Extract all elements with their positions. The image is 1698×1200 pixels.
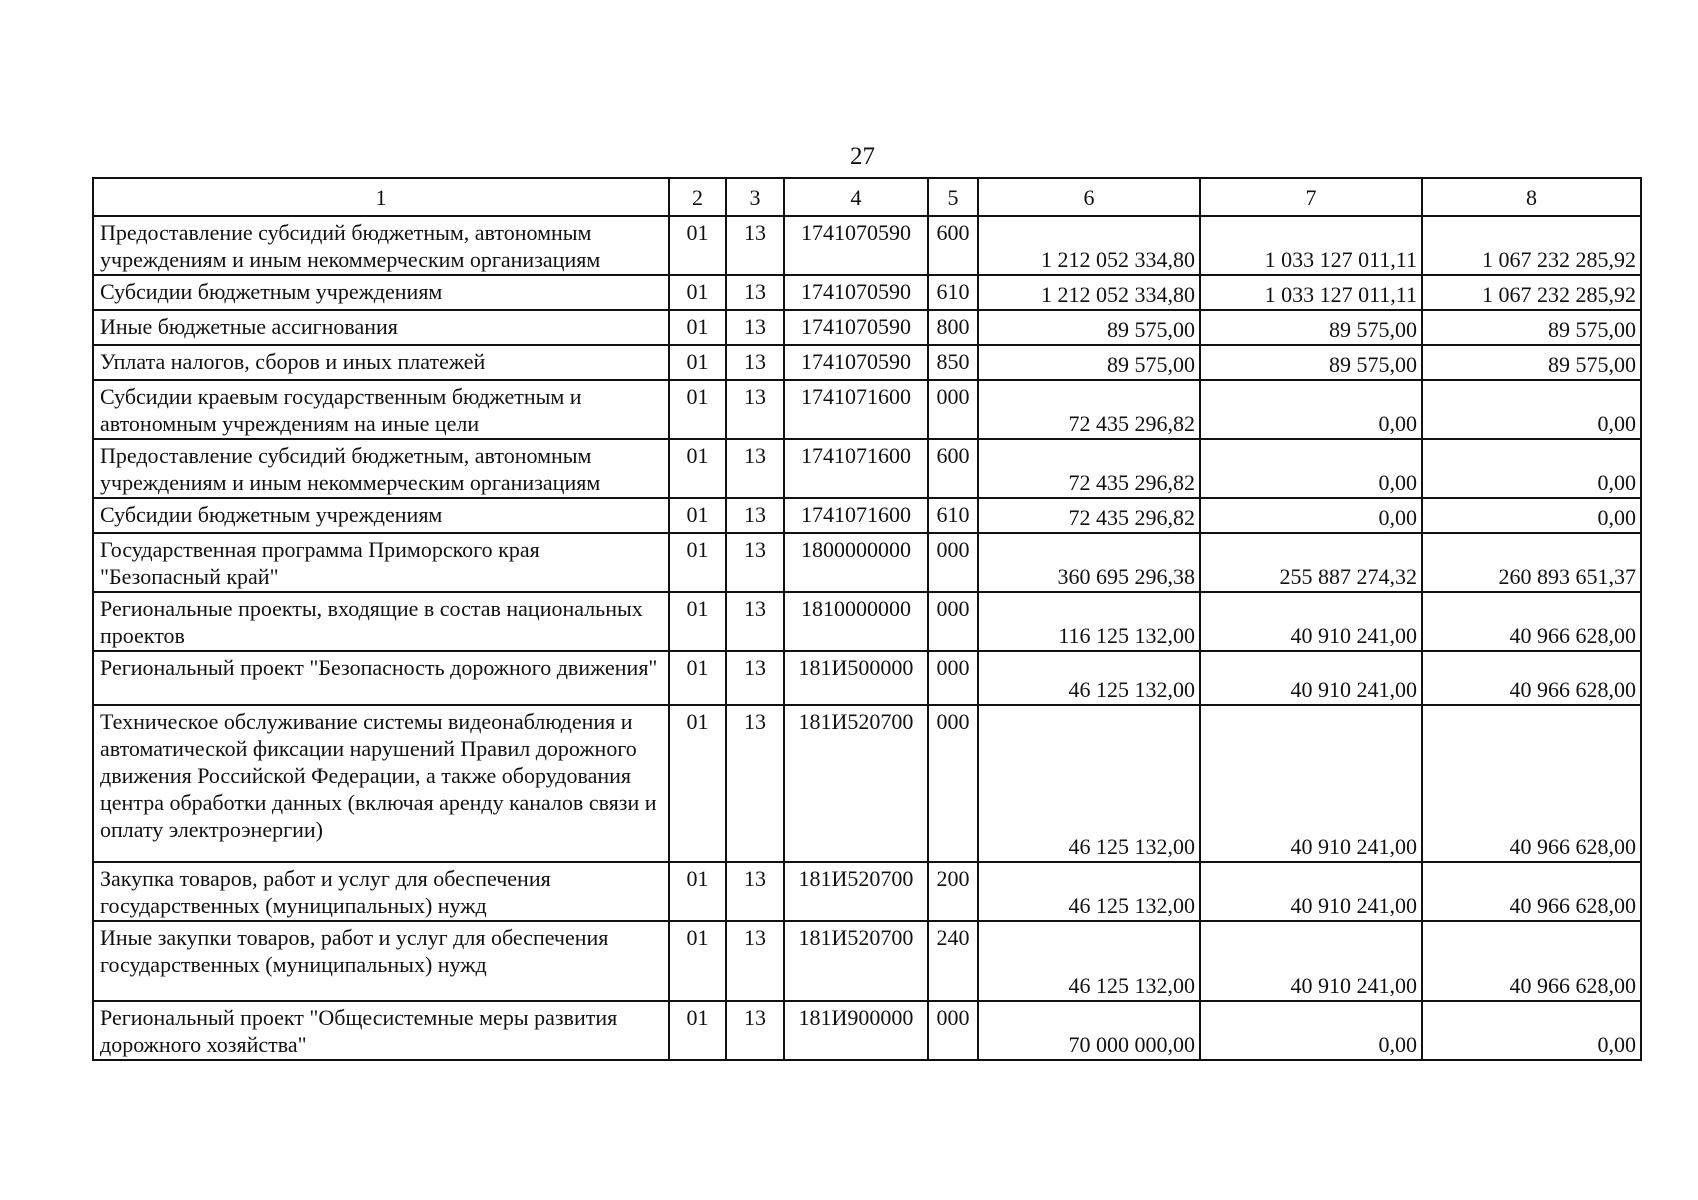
row-expense-type-code: 800: [928, 310, 978, 345]
row-expense-type-code: 600: [928, 216, 978, 275]
table-row: [93, 310, 1641, 345]
row-section-code: 01: [669, 498, 726, 533]
header-cell: 2: [669, 178, 726, 216]
row-amount-col6: 116 125 132,00: [978, 592, 1200, 651]
row-amount-col7: 0,00: [1200, 380, 1422, 439]
header-cell: 3: [726, 178, 784, 216]
row-subsection-code: 13: [726, 345, 784, 380]
row-amount-col8: 0,00: [1422, 498, 1641, 533]
row-amount-col6: 89 575,00: [978, 310, 1200, 345]
row-amount-col8: 0,00: [1422, 380, 1641, 439]
row-amount-col8: 40 966 628,00: [1422, 705, 1641, 862]
budget-table: [92, 177, 1642, 1061]
row-section-code: 01: [669, 439, 726, 498]
row-section-code: 01: [669, 380, 726, 439]
row-section-code: 01: [669, 345, 726, 380]
header-cell: 5: [928, 178, 978, 216]
row-name-cell: Иные закупки товаров, работ и услуг для обеспечения государственных (муниципальных) нужд: [93, 921, 669, 1001]
row-expense-type-code: 000: [928, 651, 978, 705]
row-amount-col6: 72 435 296,82: [978, 498, 1200, 533]
row-target-article-code: 1741070590: [784, 275, 928, 310]
row-subsection-code: 13: [726, 310, 784, 345]
row-amount-col7: 0,00: [1200, 498, 1422, 533]
row-amount-col6: 70 000 000,00: [978, 1001, 1200, 1060]
row-amount-col8: 40 966 628,00: [1422, 651, 1641, 705]
row-subsection-code: 13: [726, 275, 784, 310]
row-amount-col6: 46 125 132,00: [978, 862, 1200, 921]
header-cell: 4: [784, 178, 928, 216]
row-amount-col7: 89 575,00: [1200, 310, 1422, 345]
row-name-cell: Предоставление субсидий бюджетным, автономным учреждениям и иным некоммерческим организациям: [93, 439, 669, 498]
row-amount-col8: 1 067 232 285,92: [1422, 275, 1641, 310]
row-expense-type-code: 610: [928, 275, 978, 310]
table-row: [93, 380, 1641, 439]
row-amount-col7: 40 910 241,00: [1200, 705, 1422, 862]
row-amount-col6: 1 212 052 334,80: [978, 275, 1200, 310]
row-section-code: 01: [669, 651, 726, 705]
table-row: [93, 862, 1641, 921]
table-row: [93, 592, 1641, 651]
row-section-code: 01: [669, 533, 726, 592]
header-row: [93, 178, 1641, 216]
row-amount-col6: 46 125 132,00: [978, 705, 1200, 862]
row-section-code: 01: [669, 216, 726, 275]
row-amount-col7: 40 910 241,00: [1200, 592, 1422, 651]
row-amount-col7: 0,00: [1200, 439, 1422, 498]
row-amount-col7: 255 887 274,32: [1200, 533, 1422, 592]
row-amount-col7: 89 575,00: [1200, 345, 1422, 380]
row-name-cell: Субсидии бюджетным учреждениям: [93, 275, 669, 310]
row-section-code: 01: [669, 592, 726, 651]
table-row: [93, 705, 1641, 862]
row-amount-col6: 89 575,00: [978, 345, 1200, 380]
row-amount-col8: 89 575,00: [1422, 345, 1641, 380]
row-amount-col6: 1 212 052 334,80: [978, 216, 1200, 275]
row-target-article-code: 181И500000: [784, 651, 928, 705]
row-subsection-code: 13: [726, 498, 784, 533]
row-amount-col7: 40 910 241,00: [1200, 862, 1422, 921]
row-name-cell: Иные бюджетные ассигнования: [93, 310, 669, 345]
table-row: [93, 1001, 1641, 1060]
row-name-cell: Закупка товаров, работ и услуг для обеспечения государственных (муниципальных) нужд: [93, 862, 669, 921]
row-target-article-code: 1741070590: [784, 345, 928, 380]
row-subsection-code: 13: [726, 380, 784, 439]
row-amount-col6: 46 125 132,00: [978, 921, 1200, 1001]
row-amount-col8: 40 966 628,00: [1422, 592, 1641, 651]
row-expense-type-code: 850: [928, 345, 978, 380]
row-amount-col6: 72 435 296,82: [978, 439, 1200, 498]
row-expense-type-code: 000: [928, 533, 978, 592]
row-subsection-code: 13: [726, 1001, 784, 1060]
table-row: [93, 921, 1641, 1001]
row-amount-col8: 0,00: [1422, 1001, 1641, 1060]
row-subsection-code: 13: [726, 705, 784, 862]
row-expense-type-code: 000: [928, 592, 978, 651]
row-section-code: 01: [669, 921, 726, 1001]
row-amount-col8: 40 966 628,00: [1422, 862, 1641, 921]
row-target-article-code: 1800000000: [784, 533, 928, 592]
row-expense-type-code: 000: [928, 380, 978, 439]
row-section-code: 01: [669, 310, 726, 345]
row-expense-type-code: 600: [928, 439, 978, 498]
row-amount-col6: 360 695 296,38: [978, 533, 1200, 592]
row-amount-col7: 40 910 241,00: [1200, 921, 1422, 1001]
header-cell: 7: [1200, 178, 1422, 216]
row-amount-col6: 72 435 296,82: [978, 380, 1200, 439]
row-expense-type-code: 200: [928, 862, 978, 921]
row-subsection-code: 13: [726, 439, 784, 498]
row-target-article-code: 1741070590: [784, 310, 928, 345]
row-name-cell: Субсидии бюджетным учреждениям: [93, 498, 669, 533]
row-subsection-code: 13: [726, 862, 784, 921]
table-row: [93, 498, 1641, 533]
table-body: [93, 216, 1641, 1060]
table-row: [93, 651, 1641, 705]
row-amount-col7: 40 910 241,00: [1200, 651, 1422, 705]
row-expense-type-code: 000: [928, 705, 978, 862]
table-row: [93, 216, 1641, 275]
row-subsection-code: 13: [726, 921, 784, 1001]
table-row: [93, 533, 1641, 592]
row-name-cell: Региональный проект "Общесистемные меры развития дорожного хозяйства": [93, 1001, 669, 1060]
table-row: [93, 275, 1641, 310]
row-target-article-code: 181И520700: [784, 705, 928, 862]
row-amount-col7: 0,00: [1200, 1001, 1422, 1060]
row-target-article-code: 181И900000: [784, 1001, 928, 1060]
row-name-cell: Региональные проекты, входящие в состав национальных проектов: [93, 592, 669, 651]
row-expense-type-code: 610: [928, 498, 978, 533]
row-subsection-code: 13: [726, 592, 784, 651]
header-cell: 1: [93, 178, 669, 216]
row-subsection-code: 13: [726, 651, 784, 705]
row-amount-col8: 0,00: [1422, 439, 1641, 498]
row-name-cell: Предоставление субсидий бюджетным, автономным учреждениям и иным некоммерческим организациям: [93, 216, 669, 275]
row-section-code: 01: [669, 862, 726, 921]
row-target-article-code: 181И520700: [784, 921, 928, 1001]
page-number: 27: [850, 143, 875, 170]
row-amount-col8: 1 067 232 285,92: [1422, 216, 1641, 275]
row-section-code: 01: [669, 1001, 726, 1060]
row-target-article-code: 1741071600: [784, 380, 928, 439]
row-target-article-code: 1741071600: [784, 439, 928, 498]
row-amount-col7: 1 033 127 011,11: [1200, 216, 1422, 275]
row-name-cell: Субсидии краевым государственным бюджетным и автономным учреждениям на иные цели: [93, 380, 669, 439]
row-name-cell: Государственная программа Приморского края "Безопасный край": [93, 533, 669, 592]
row-name-cell: Региональный проект "Безопасность дорожного движения": [93, 651, 669, 705]
row-amount-col8: 260 893 651,37: [1422, 533, 1641, 592]
header-cell: 8: [1422, 178, 1641, 216]
row-amount-col7: 1 033 127 011,11: [1200, 275, 1422, 310]
table-row: [93, 439, 1641, 498]
table-row: [93, 345, 1641, 380]
row-name-cell: Техническое обслуживание системы видеонаблюдения и автоматической фиксации нарушений Правил дорожного движения Российской Федерации, а также оборудования центра обработки данных (включая аренду каналов связи и оплату электроэнергии): [93, 705, 669, 862]
row-expense-type-code: 240: [928, 921, 978, 1001]
row-expense-type-code: 000: [928, 1001, 978, 1060]
row-name-cell: Уплата налогов, сборов и иных платежей: [93, 345, 669, 380]
row-amount-col8: 40 966 628,00: [1422, 921, 1641, 1001]
row-target-article-code: 181И520700: [784, 862, 928, 921]
row-target-article-code: 1741070590: [784, 216, 928, 275]
row-target-article-code: 1741071600: [784, 498, 928, 533]
row-section-code: 01: [669, 705, 726, 862]
row-subsection-code: 13: [726, 216, 784, 275]
row-section-code: 01: [669, 275, 726, 310]
row-target-article-code: 1810000000: [784, 592, 928, 651]
row-subsection-code: 13: [726, 533, 784, 592]
row-amount-col8: 89 575,00: [1422, 310, 1641, 345]
header-cell: 6: [978, 178, 1200, 216]
row-amount-col6: 46 125 132,00: [978, 651, 1200, 705]
